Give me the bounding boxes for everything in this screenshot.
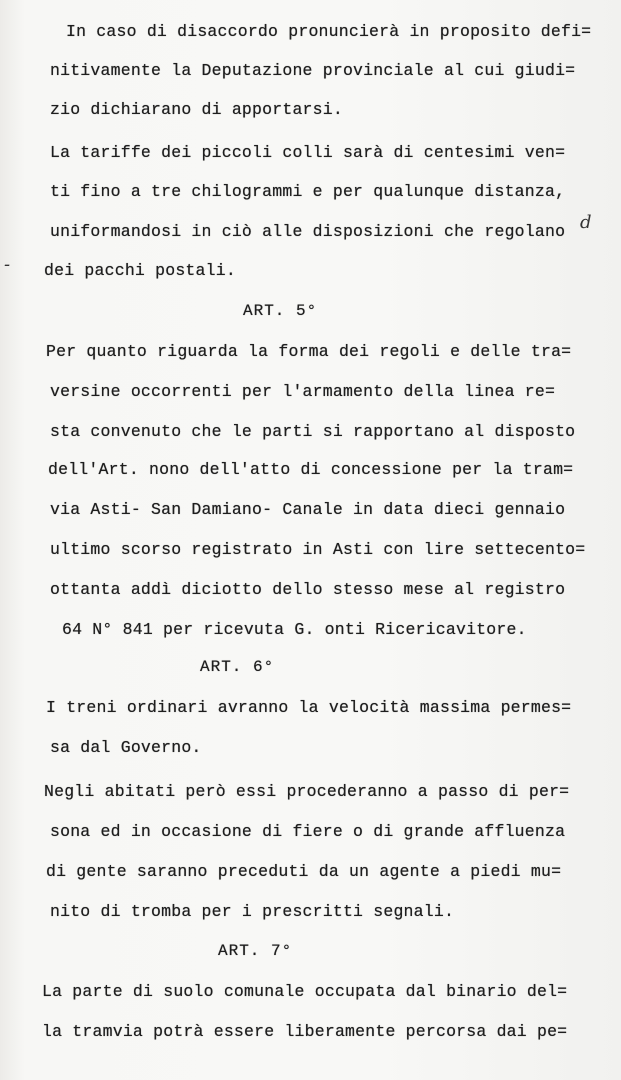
text-line: sta convenuto che le parti si rapportano al disposto	[50, 422, 576, 441]
text-line: versine occorrenti per l'armamento della linea re=	[50, 382, 556, 401]
text-line: 64 N° 841 per ricevuta G. onti Ricericavitore.	[62, 620, 527, 639]
text-line: di gente saranno preceduti da un agente a piedi mu=	[46, 862, 562, 881]
text-line: Per quanto riguarda la forma dei regoli e delle tra=	[46, 342, 572, 361]
text-line: sa dal Governo.	[50, 738, 202, 757]
text-line: In caso di disaccordo pronuncierà in proposito defi=	[66, 22, 592, 41]
text-line: zio dichiarano di apportarsi.	[50, 100, 343, 119]
text-line: dell'Art. nono dell'atto di concessione per la tram=	[48, 460, 574, 479]
text-line: dei pacchi postali.	[44, 261, 236, 280]
text-line: ottanta addì diciotto dello stesso mese al registro	[50, 580, 566, 599]
text-line: sona ed in occasione di fiere o di grande affluenza	[50, 822, 566, 841]
text-line: nitivamente la Deputazione provinciale al cui giudi=	[50, 61, 576, 80]
text-line: Negli abitati però essi procederanno a passo di per=	[44, 782, 570, 801]
text-line: La parte di suolo comunale occupata dal binario del=	[42, 982, 568, 1001]
text-line: La tariffe dei piccoli colli sarà di centesimi ven=	[50, 143, 566, 162]
text-line: via Asti- San Damiano- Canale in data dieci gennaio	[50, 500, 566, 519]
article-heading: ART. 6°	[200, 658, 275, 676]
margin-dash-mark: -	[4, 254, 11, 275]
text-line: nito di tromba per i prescritti segnali.	[50, 902, 455, 921]
text-line: la tramvia potrà essere liberamente percorsa dai pe=	[42, 1022, 568, 1041]
text-line: uniformandosi in ciò alle disposizioni che regolano	[50, 222, 566, 241]
article-heading: ART. 7°	[218, 942, 293, 960]
text-line: I treni ordinari avranno la velocità massima permes=	[46, 698, 572, 717]
text-line: ultimo scorso registrato in Asti con lire settecento=	[50, 540, 586, 559]
article-heading: ART. 5°	[243, 302, 318, 320]
margin-note-mark: d	[580, 212, 592, 233]
text-line: ti fino a tre chilogrammi e per qualunque distanza,	[50, 182, 566, 201]
